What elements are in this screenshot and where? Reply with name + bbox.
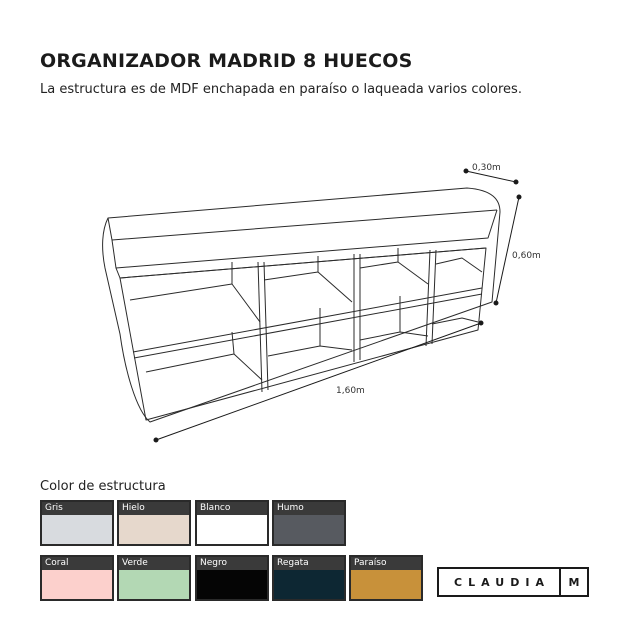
- swatch-coral[interactable]: [40, 555, 114, 601]
- swatch-color: [42, 570, 112, 599]
- swatch-label: Gris: [42, 502, 112, 515]
- width-label: 1,60m: [336, 386, 365, 396]
- swatch-color: [351, 570, 421, 599]
- swatch-regata[interactable]: [272, 555, 346, 601]
- brand-logo: [437, 567, 589, 597]
- shelf-outline: [103, 188, 500, 422]
- swatch-label: Coral: [42, 557, 112, 570]
- swatch-hielo[interactable]: [117, 500, 191, 546]
- swatch-color: [274, 515, 344, 544]
- color-section-label: Color de estructura: [40, 479, 166, 494]
- shelf-top-tray: [108, 210, 497, 240]
- brand-mark: M: [559, 569, 587, 595]
- swatch-color: [197, 570, 267, 599]
- swatch-color: [119, 570, 189, 599]
- swatch-label: Negro: [197, 557, 267, 570]
- page-title: ORGANIZADOR MADRID 8 HUECOS: [40, 50, 413, 72]
- swatch-verde[interactable]: [117, 555, 191, 601]
- brand-name: CLAUDIA: [454, 575, 550, 589]
- swatch-gris[interactable]: [40, 500, 114, 546]
- swatch-label: Blanco: [197, 502, 267, 515]
- swatch-label: Verde: [119, 557, 189, 570]
- depth-label: 0,30m: [472, 163, 501, 173]
- swatch-color: [197, 515, 267, 544]
- page-subtitle: La estructura es de MDF enchapada en paraíso o laqueada varios colores.: [40, 82, 522, 97]
- swatch-paraiso[interactable]: [349, 555, 423, 601]
- swatch-negro[interactable]: [195, 555, 269, 601]
- swatch-color: [42, 515, 112, 544]
- swatch-label: Paraíso: [351, 557, 421, 570]
- swatch-color: [119, 515, 189, 544]
- swatch-humo[interactable]: [272, 500, 346, 546]
- swatch-label: Regata: [274, 557, 344, 570]
- swatch-blanco[interactable]: [195, 500, 269, 546]
- height-label: 0,60m: [512, 251, 541, 261]
- swatch-label: Hielo: [119, 502, 189, 515]
- swatch-label: Humo: [274, 502, 344, 515]
- swatch-color: [274, 570, 344, 599]
